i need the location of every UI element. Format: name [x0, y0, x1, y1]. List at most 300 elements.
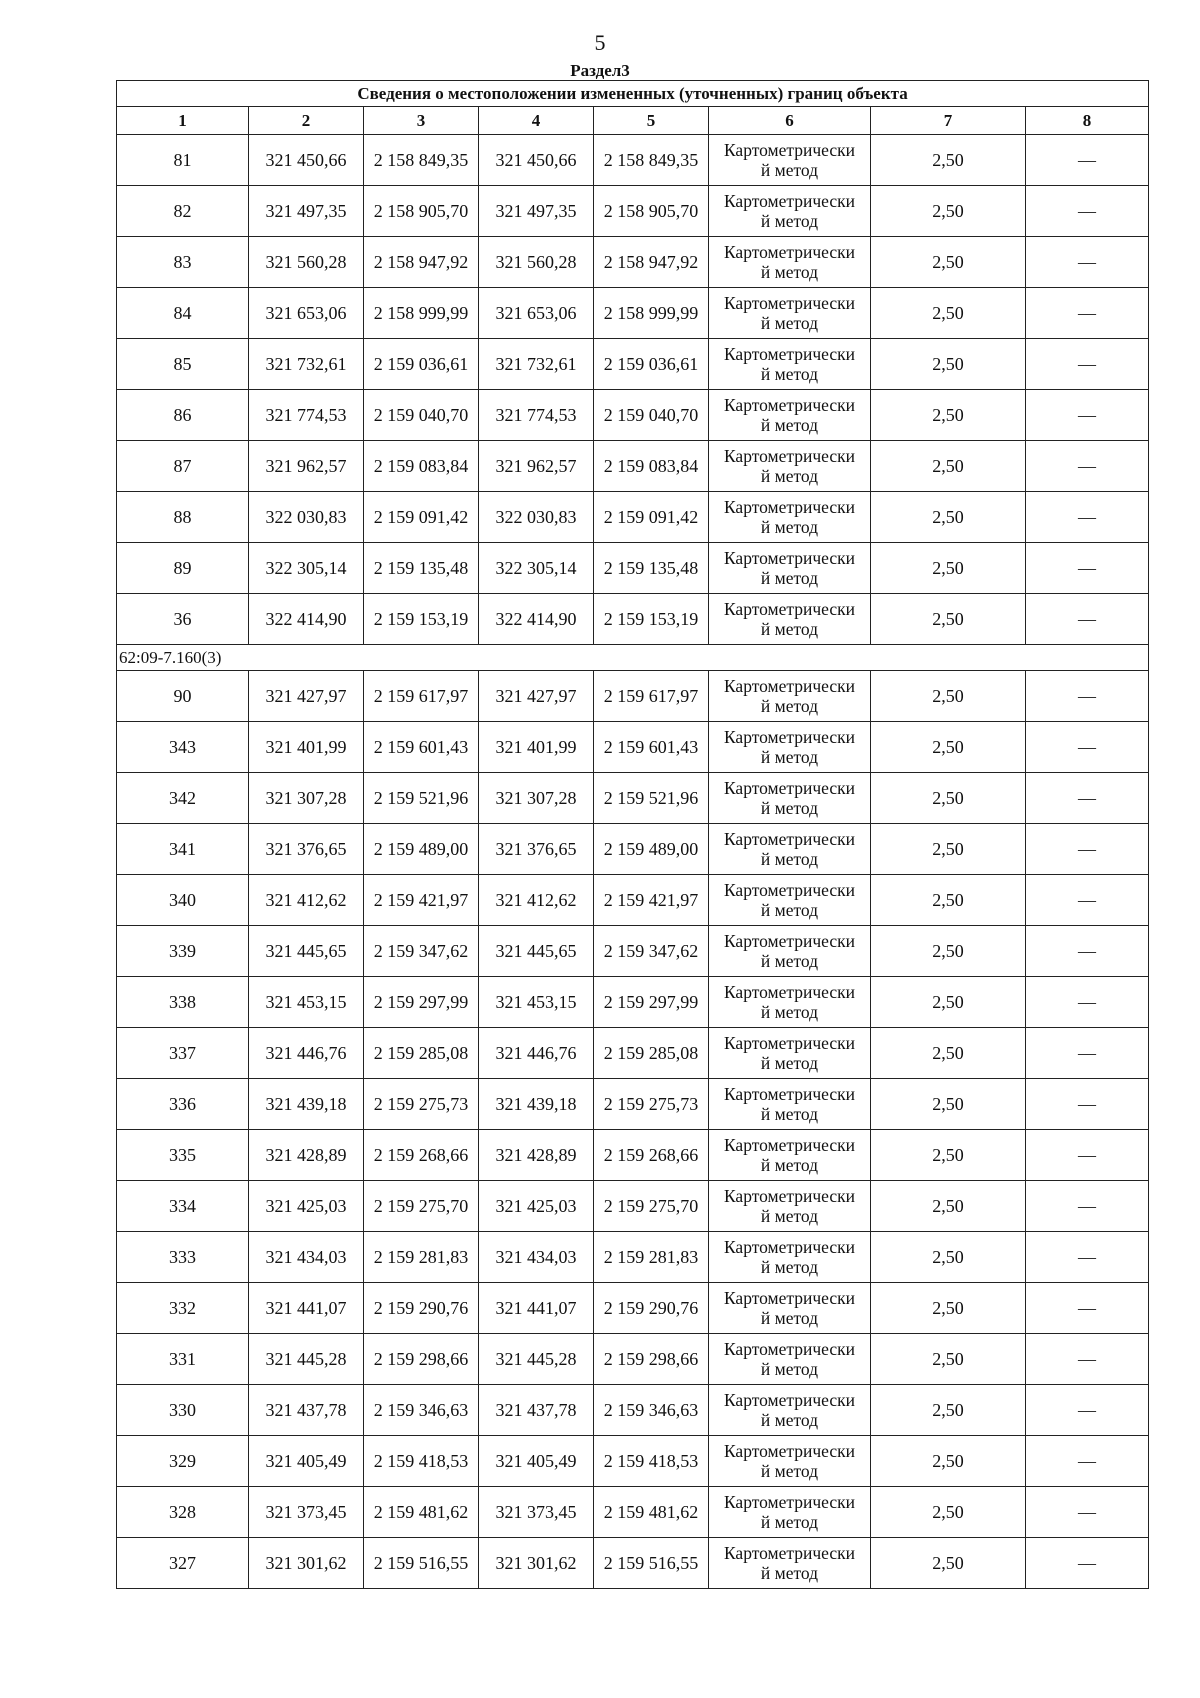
method-cell	[709, 441, 871, 492]
x-new-cell: 321 653,06	[479, 288, 594, 339]
x-new-cell: 321 401,99	[479, 722, 594, 773]
method-text-line1: Картометрически	[723, 931, 856, 951]
description-cell: —	[1026, 1385, 1149, 1436]
y-new-cell: 2 159 268,66	[594, 1130, 709, 1181]
y-new-cell: 2 159 091,42	[594, 492, 709, 543]
page-number: 5	[594, 30, 606, 55]
column-header: 6	[709, 107, 871, 135]
table-row	[117, 977, 1149, 1028]
table-row	[117, 1232, 1149, 1283]
point-number-cell: 81	[117, 135, 249, 186]
y-new-cell: 2 158 947,92	[594, 237, 709, 288]
method-text-line2: й метод	[760, 849, 819, 869]
method-cell	[709, 977, 871, 1028]
x-old-cell: 321 962,57	[249, 441, 364, 492]
point-number-cell: 82	[117, 186, 249, 237]
x-new-cell: 321 307,28	[479, 773, 594, 824]
method-cell	[709, 773, 871, 824]
y-new-cell: 2 158 905,70	[594, 186, 709, 237]
point-number-cell: 87	[117, 441, 249, 492]
y-old-cell: 2 159 275,73	[364, 1079, 479, 1130]
precision-cell: 2,50	[871, 288, 1026, 339]
description-cell: —	[1026, 1436, 1149, 1487]
y-old-cell: 2 158 849,35	[364, 135, 479, 186]
table-row	[117, 1283, 1149, 1334]
description-cell: —	[1026, 543, 1149, 594]
table-row	[117, 1334, 1149, 1385]
method-text-line2: й метод	[760, 696, 819, 716]
x-new-cell: 322 414,90	[479, 594, 594, 645]
method-text-line2: й метод	[760, 900, 819, 920]
x-new-cell: 321 425,03	[479, 1181, 594, 1232]
point-number-cell: 334	[117, 1181, 249, 1232]
method-text-line1: Картометрически	[723, 599, 856, 619]
method-cell	[709, 1028, 871, 1079]
column-header: 2	[249, 107, 364, 135]
method-cell	[709, 824, 871, 875]
table-row	[117, 1181, 1149, 1232]
description-cell: —	[1026, 671, 1149, 722]
description-cell: —	[1026, 773, 1149, 824]
y-new-cell: 2 159 481,62	[594, 1487, 709, 1538]
y-old-cell: 2 159 135,48	[364, 543, 479, 594]
description-cell: —	[1026, 1538, 1149, 1589]
x-old-cell: 321 653,06	[249, 288, 364, 339]
precision-cell: 2,50	[871, 1538, 1026, 1589]
y-new-cell: 2 159 281,83	[594, 1232, 709, 1283]
method-text-line2: й метод	[760, 313, 819, 333]
method-text-line1: Картометрически	[723, 1492, 856, 1512]
precision-cell: 2,50	[871, 977, 1026, 1028]
point-number-cell: 332	[117, 1283, 249, 1334]
description-cell: —	[1026, 1028, 1149, 1079]
x-new-cell: 322 305,14	[479, 543, 594, 594]
section-title: Раздел3	[570, 61, 630, 80]
column-header: 3	[364, 107, 479, 135]
precision-cell: 2,50	[871, 594, 1026, 645]
x-new-cell: 321 373,45	[479, 1487, 594, 1538]
description-cell: —	[1026, 594, 1149, 645]
y-old-cell: 2 159 297,99	[364, 977, 479, 1028]
method-cell	[709, 492, 871, 543]
y-new-cell: 2 159 040,70	[594, 390, 709, 441]
x-old-cell: 321 425,03	[249, 1181, 364, 1232]
point-number-cell: 88	[117, 492, 249, 543]
method-text-line1: Картометрически	[723, 140, 856, 160]
table-row	[117, 492, 1149, 543]
point-number-cell: 333	[117, 1232, 249, 1283]
y-old-cell: 2 158 947,92	[364, 237, 479, 288]
method-text-line2: й метод	[760, 1461, 819, 1481]
y-old-cell: 2 159 298,66	[364, 1334, 479, 1385]
precision-cell: 2,50	[871, 390, 1026, 441]
method-text-line2: й метод	[760, 1155, 819, 1175]
method-cell	[709, 1538, 871, 1589]
y-old-cell: 2 159 418,53	[364, 1436, 479, 1487]
y-new-cell: 2 159 275,73	[594, 1079, 709, 1130]
method-cell	[709, 594, 871, 645]
y-old-cell: 2 159 281,83	[364, 1232, 479, 1283]
column-header: 5	[594, 107, 709, 135]
precision-cell: 2,50	[871, 1181, 1026, 1232]
x-new-cell: 322 030,83	[479, 492, 594, 543]
precision-cell: 2,50	[871, 926, 1026, 977]
y-new-cell: 2 159 521,96	[594, 773, 709, 824]
table-row	[117, 339, 1149, 390]
y-new-cell: 2 159 617,97	[594, 671, 709, 722]
method-text-line2: й метод	[760, 568, 819, 588]
method-cell	[709, 1283, 871, 1334]
description-cell: —	[1026, 390, 1149, 441]
x-old-cell: 321 453,15	[249, 977, 364, 1028]
y-new-cell: 2 159 516,55	[594, 1538, 709, 1589]
x-new-cell: 321 774,53	[479, 390, 594, 441]
method-text-line1: Картометрически	[723, 1288, 856, 1308]
precision-cell: 2,50	[871, 773, 1026, 824]
x-new-cell: 321 427,97	[479, 671, 594, 722]
method-text-line2: й метод	[760, 262, 819, 282]
point-number-cell: 329	[117, 1436, 249, 1487]
method-text-line1: Картометрически	[723, 242, 856, 262]
y-old-cell: 2 159 275,70	[364, 1181, 479, 1232]
method-text-line1: Картометрически	[723, 829, 856, 849]
y-new-cell: 2 159 298,66	[594, 1334, 709, 1385]
y-old-cell: 2 158 999,99	[364, 288, 479, 339]
description-cell: —	[1026, 1079, 1149, 1130]
x-new-cell: 321 439,18	[479, 1079, 594, 1130]
method-cell	[709, 1130, 871, 1181]
table-row	[117, 1436, 1149, 1487]
point-number-cell: 335	[117, 1130, 249, 1181]
method-text-line1: Картометрически	[723, 1084, 856, 1104]
x-old-cell: 321 445,65	[249, 926, 364, 977]
y-old-cell: 2 159 521,96	[364, 773, 479, 824]
method-cell	[709, 1487, 871, 1538]
x-new-cell: 321 301,62	[479, 1538, 594, 1589]
x-new-cell: 321 446,76	[479, 1028, 594, 1079]
method-text-line1: Картометрически	[723, 1237, 856, 1257]
x-new-cell: 321 450,66	[479, 135, 594, 186]
table-row	[117, 1130, 1149, 1181]
table-caption: Сведения о местоположении измененных (уточненных) границ объекта	[117, 81, 1149, 107]
boundary-coordinates-table	[116, 80, 1149, 1589]
point-number-cell: 90	[117, 671, 249, 722]
y-old-cell: 2 159 516,55	[364, 1538, 479, 1589]
point-number-cell: 338	[117, 977, 249, 1028]
method-text-line2: й метод	[760, 1002, 819, 1022]
x-new-cell: 321 412,62	[479, 875, 594, 926]
y-new-cell: 2 159 346,63	[594, 1385, 709, 1436]
x-old-cell: 321 732,61	[249, 339, 364, 390]
description-cell: —	[1026, 288, 1149, 339]
y-new-cell: 2 158 999,99	[594, 288, 709, 339]
group-label: 62:09-7.160(3)	[117, 645, 1149, 671]
x-old-cell: 321 427,97	[249, 671, 364, 722]
x-old-cell: 321 441,07	[249, 1283, 364, 1334]
method-text-line1: Картометрически	[723, 293, 856, 313]
description-cell: —	[1026, 186, 1149, 237]
method-text-line2: й метод	[760, 747, 819, 767]
method-text-line2: й метод	[760, 517, 819, 537]
method-text-line2: й метод	[760, 619, 819, 639]
column-header: 7	[871, 107, 1026, 135]
method-text-line2: й метод	[760, 1104, 819, 1124]
table-row	[117, 1028, 1149, 1079]
description-cell: —	[1026, 824, 1149, 875]
x-old-cell: 321 307,28	[249, 773, 364, 824]
y-new-cell: 2 159 083,84	[594, 441, 709, 492]
table-row	[117, 390, 1149, 441]
method-text-line1: Картометрически	[723, 778, 856, 798]
x-new-cell: 321 441,07	[479, 1283, 594, 1334]
method-text-line1: Картометрически	[723, 880, 856, 900]
method-text-line1: Картометрически	[723, 446, 856, 466]
x-old-cell: 321 445,28	[249, 1334, 364, 1385]
method-text-line2: й метод	[760, 466, 819, 486]
table-row	[117, 135, 1149, 186]
y-new-cell: 2 159 297,99	[594, 977, 709, 1028]
y-old-cell: 2 159 346,63	[364, 1385, 479, 1436]
y-old-cell: 2 159 091,42	[364, 492, 479, 543]
x-new-cell: 321 376,65	[479, 824, 594, 875]
y-new-cell: 2 159 275,70	[594, 1181, 709, 1232]
method-text-line1: Картометрически	[723, 191, 856, 211]
x-old-cell: 322 030,83	[249, 492, 364, 543]
x-old-cell: 322 305,14	[249, 543, 364, 594]
method-text-line2: й метод	[760, 160, 819, 180]
y-old-cell: 2 159 617,97	[364, 671, 479, 722]
x-old-cell: 321 437,78	[249, 1385, 364, 1436]
precision-cell: 2,50	[871, 1487, 1026, 1538]
method-cell	[709, 1436, 871, 1487]
method-text-line1: Картометрически	[723, 344, 856, 364]
table-row	[117, 237, 1149, 288]
y-old-cell: 2 159 481,62	[364, 1487, 479, 1538]
x-new-cell: 321 445,65	[479, 926, 594, 977]
point-number-cell: 328	[117, 1487, 249, 1538]
precision-cell: 2,50	[871, 1079, 1026, 1130]
precision-cell: 2,50	[871, 1283, 1026, 1334]
method-cell	[709, 237, 871, 288]
method-text-line1: Картометрически	[723, 1339, 856, 1359]
description-cell: —	[1026, 1130, 1149, 1181]
method-text-line2: й метод	[760, 415, 819, 435]
table-row	[117, 671, 1149, 722]
description-cell: —	[1026, 492, 1149, 543]
point-number-cell: 342	[117, 773, 249, 824]
x-new-cell: 321 453,15	[479, 977, 594, 1028]
description-cell: —	[1026, 875, 1149, 926]
method-text-line1: Картометрически	[723, 676, 856, 696]
method-text-line2: й метод	[760, 1563, 819, 1583]
method-text-line1: Картометрически	[723, 1186, 856, 1206]
point-number-cell: 336	[117, 1079, 249, 1130]
method-text-line2: й метод	[760, 211, 819, 231]
precision-cell: 2,50	[871, 492, 1026, 543]
method-text-line2: й метод	[760, 798, 819, 818]
y-old-cell: 2 159 036,61	[364, 339, 479, 390]
method-text-line2: й метод	[760, 1257, 819, 1277]
x-old-cell: 321 428,89	[249, 1130, 364, 1181]
table-row	[117, 543, 1149, 594]
method-text-line1: Картометрически	[723, 1543, 856, 1563]
x-old-cell: 321 301,62	[249, 1538, 364, 1589]
y-new-cell: 2 159 036,61	[594, 339, 709, 390]
method-text-line2: й метод	[760, 1512, 819, 1532]
method-text-line1: Картометрически	[723, 1033, 856, 1053]
table-row	[117, 288, 1149, 339]
method-cell	[709, 288, 871, 339]
description-cell: —	[1026, 1232, 1149, 1283]
point-number-cell: 339	[117, 926, 249, 977]
y-old-cell: 2 159 268,66	[364, 1130, 479, 1181]
x-old-cell: 322 414,90	[249, 594, 364, 645]
x-new-cell: 321 560,28	[479, 237, 594, 288]
x-old-cell: 321 373,45	[249, 1487, 364, 1538]
x-old-cell: 321 774,53	[249, 390, 364, 441]
x-new-cell: 321 445,28	[479, 1334, 594, 1385]
description-cell: —	[1026, 926, 1149, 977]
column-header: 8	[1026, 107, 1149, 135]
point-number-cell: 83	[117, 237, 249, 288]
description-cell: —	[1026, 441, 1149, 492]
x-new-cell: 321 405,49	[479, 1436, 594, 1487]
y-new-cell: 2 159 347,62	[594, 926, 709, 977]
point-number-cell: 343	[117, 722, 249, 773]
x-old-cell: 321 560,28	[249, 237, 364, 288]
precision-cell: 2,50	[871, 1334, 1026, 1385]
point-number-cell: 86	[117, 390, 249, 441]
precision-cell: 2,50	[871, 441, 1026, 492]
point-number-cell: 85	[117, 339, 249, 390]
x-old-cell: 321 376,65	[249, 824, 364, 875]
y-old-cell: 2 159 601,43	[364, 722, 479, 773]
precision-cell: 2,50	[871, 1028, 1026, 1079]
y-new-cell: 2 159 421,97	[594, 875, 709, 926]
table-row	[117, 186, 1149, 237]
y-old-cell: 2 159 347,62	[364, 926, 479, 977]
x-new-cell: 321 428,89	[479, 1130, 594, 1181]
description-cell: —	[1026, 722, 1149, 773]
y-new-cell: 2 159 153,19	[594, 594, 709, 645]
method-text-line1: Картометрически	[723, 395, 856, 415]
y-old-cell: 2 159 421,97	[364, 875, 479, 926]
y-old-cell: 2 159 285,08	[364, 1028, 479, 1079]
table-row	[117, 824, 1149, 875]
point-number-cell: 36	[117, 594, 249, 645]
column-header: 4	[479, 107, 594, 135]
method-cell	[709, 339, 871, 390]
x-old-cell: 321 446,76	[249, 1028, 364, 1079]
method-cell	[709, 1232, 871, 1283]
y-new-cell: 2 159 601,43	[594, 722, 709, 773]
precision-cell: 2,50	[871, 237, 1026, 288]
point-number-cell: 331	[117, 1334, 249, 1385]
method-cell	[709, 875, 871, 926]
method-text-line2: й метод	[760, 364, 819, 384]
description-cell: —	[1026, 1334, 1149, 1385]
precision-cell: 2,50	[871, 186, 1026, 237]
y-old-cell: 2 159 153,19	[364, 594, 479, 645]
method-text-line1: Картометрически	[723, 1135, 856, 1155]
x-old-cell: 321 450,66	[249, 135, 364, 186]
table-row	[117, 1079, 1149, 1130]
x-new-cell: 321 962,57	[479, 441, 594, 492]
method-cell	[709, 1079, 871, 1130]
y-old-cell: 2 159 040,70	[364, 390, 479, 441]
method-text-line1: Картометрически	[723, 727, 856, 747]
description-cell: —	[1026, 135, 1149, 186]
precision-cell: 2,50	[871, 722, 1026, 773]
method-text-line1: Картометрически	[723, 1390, 856, 1410]
y-new-cell: 2 159 418,53	[594, 1436, 709, 1487]
table-row	[117, 722, 1149, 773]
table-row	[117, 875, 1149, 926]
method-cell	[709, 1181, 871, 1232]
group-label-row	[117, 645, 1149, 671]
description-cell: —	[1026, 977, 1149, 1028]
precision-cell: 2,50	[871, 1130, 1026, 1181]
method-text-line1: Картометрически	[723, 982, 856, 1002]
method-text-line2: й метод	[760, 1053, 819, 1073]
x-new-cell: 321 497,35	[479, 186, 594, 237]
point-number-cell: 340	[117, 875, 249, 926]
column-header: 1	[117, 107, 249, 135]
table-row	[117, 594, 1149, 645]
precision-cell: 2,50	[871, 543, 1026, 594]
point-number-cell: 337	[117, 1028, 249, 1079]
table-caption-row	[117, 81, 1149, 107]
method-cell	[709, 390, 871, 441]
x-old-cell: 321 439,18	[249, 1079, 364, 1130]
table-row	[117, 1538, 1149, 1589]
y-old-cell: 2 159 290,76	[364, 1283, 479, 1334]
table-row	[117, 1385, 1149, 1436]
method-cell	[709, 1385, 871, 1436]
precision-cell: 2,50	[871, 1436, 1026, 1487]
x-old-cell: 321 434,03	[249, 1232, 364, 1283]
point-number-cell: 84	[117, 288, 249, 339]
method-text-line1: Картометрически	[723, 497, 856, 517]
table-row	[117, 441, 1149, 492]
description-cell: —	[1026, 1181, 1149, 1232]
precision-cell: 2,50	[871, 824, 1026, 875]
method-cell	[709, 722, 871, 773]
method-text-line2: й метод	[760, 1206, 819, 1226]
point-number-cell: 341	[117, 824, 249, 875]
method-cell	[709, 926, 871, 977]
y-new-cell: 2 159 290,76	[594, 1283, 709, 1334]
precision-cell: 2,50	[871, 339, 1026, 390]
x-new-cell: 321 437,78	[479, 1385, 594, 1436]
point-number-cell: 89	[117, 543, 249, 594]
y-new-cell: 2 159 135,48	[594, 543, 709, 594]
precision-cell: 2,50	[871, 1385, 1026, 1436]
precision-cell: 2,50	[871, 875, 1026, 926]
method-text-line2: й метод	[760, 1308, 819, 1328]
method-text-line2: й метод	[760, 1410, 819, 1430]
column-header-row	[117, 107, 1149, 135]
point-number-cell: 327	[117, 1538, 249, 1589]
y-new-cell: 2 159 285,08	[594, 1028, 709, 1079]
method-cell	[709, 543, 871, 594]
description-cell: —	[1026, 1283, 1149, 1334]
description-cell: —	[1026, 1487, 1149, 1538]
x-old-cell: 321 401,99	[249, 722, 364, 773]
x-old-cell: 321 405,49	[249, 1436, 364, 1487]
table-row	[117, 1487, 1149, 1538]
y-new-cell: 2 159 489,00	[594, 824, 709, 875]
